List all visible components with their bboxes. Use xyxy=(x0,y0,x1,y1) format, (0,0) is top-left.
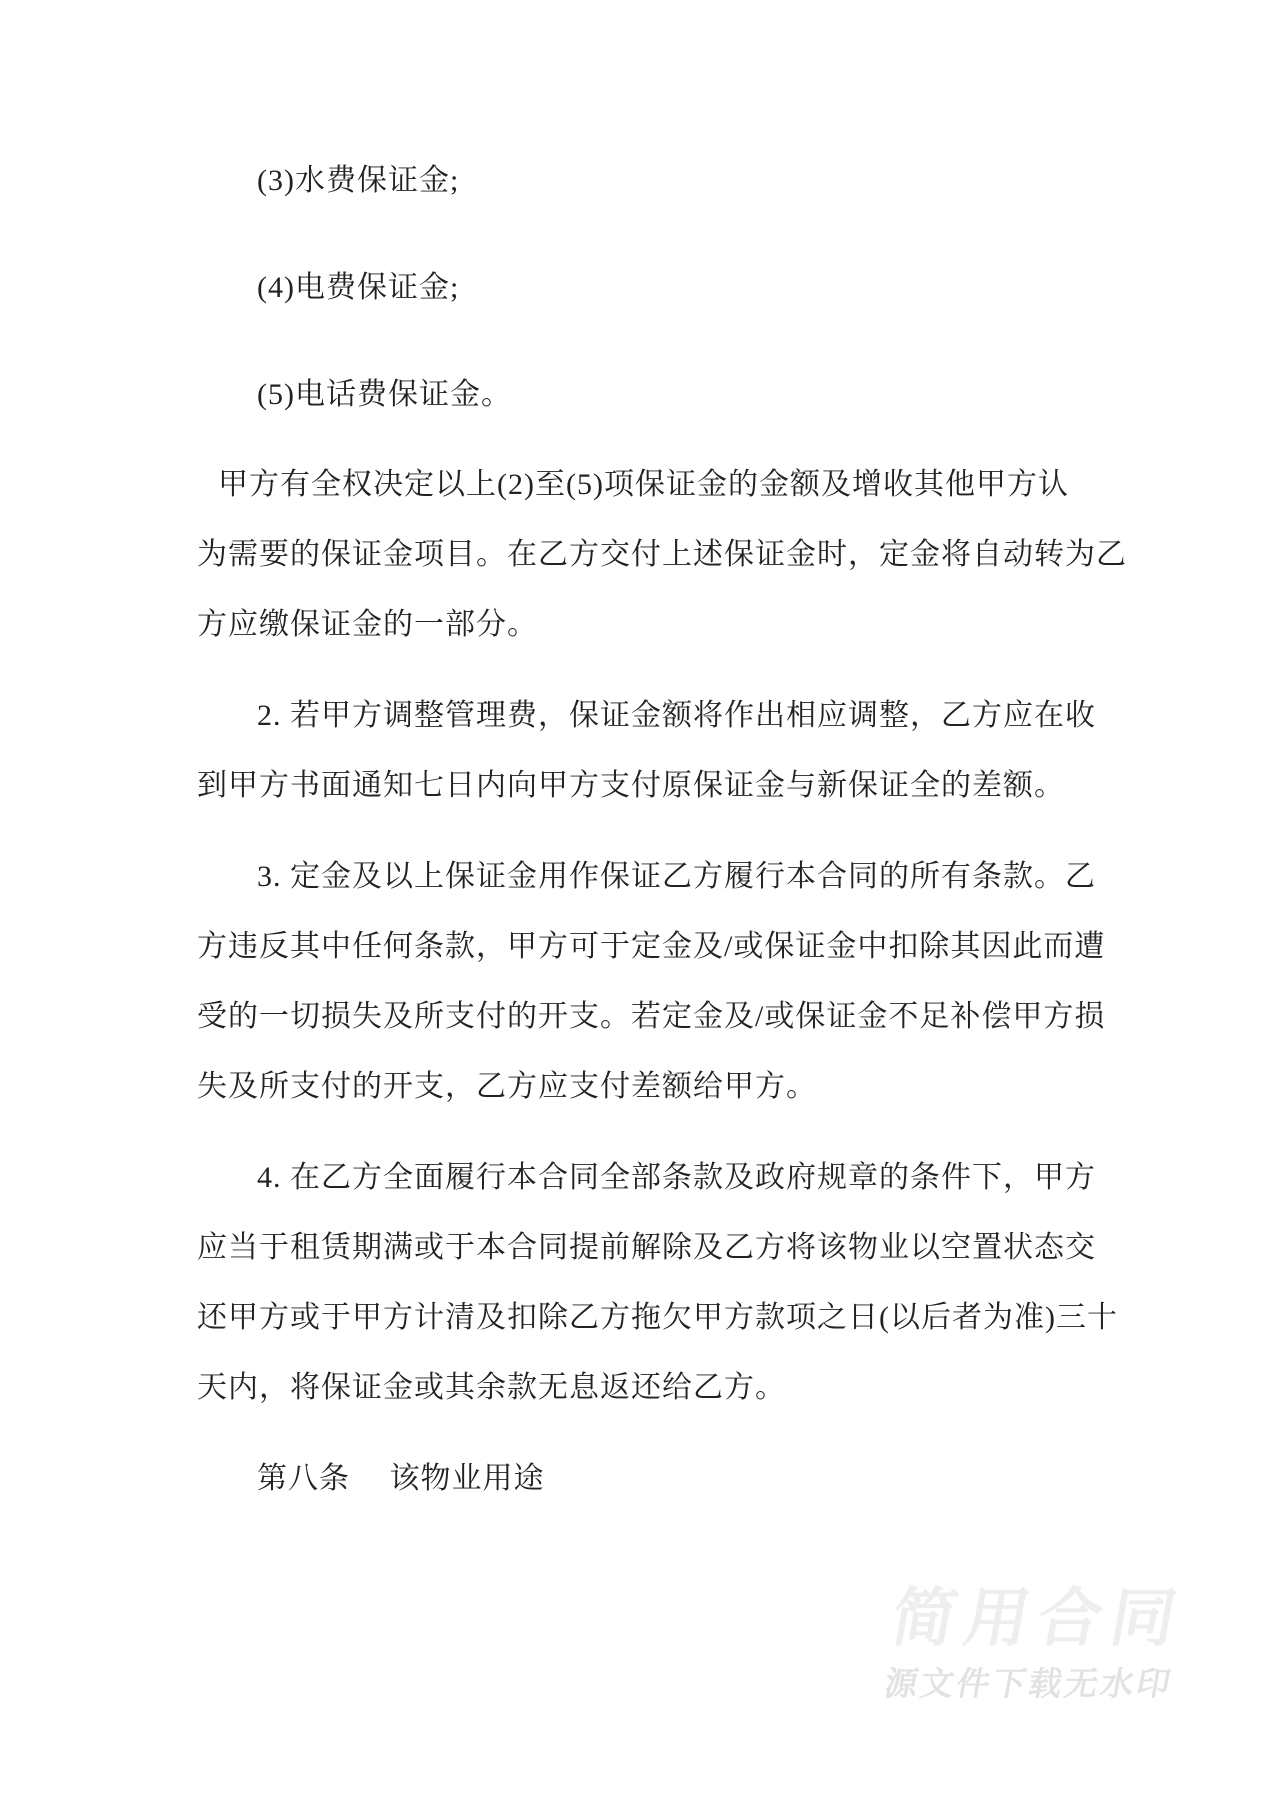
paragraph-deposit-scope xyxy=(197,450,1127,660)
paragraph-line: 失及所支付的开支，乙方应支付差额给甲方。 xyxy=(197,1070,817,1103)
paragraph-line: 方违反其中任何条款，甲方可于定金及/或保证金中扣除其因此而遭 xyxy=(197,930,1106,963)
paragraph-line: 方应缴保证金的一部分。 xyxy=(197,608,538,641)
paragraph-line: 应当于租赁期满或于本合同提前解除及乙方将该物业以空置状态交 xyxy=(197,1231,1096,1264)
paragraph-line: 天内，将保证金或其余款无息返还给乙方。 xyxy=(197,1371,786,1404)
list-item-telephone-deposit: (5)电话费保证金。 xyxy=(257,378,512,411)
paragraph-line: 还甲方或于甲方计清及扣除乙方拖欠甲方款项之日(以后者为准)三十 xyxy=(197,1301,1118,1334)
paragraph-deposit-refund xyxy=(197,1143,1118,1423)
paragraph-deposit-adjustment xyxy=(197,681,1107,821)
list-item-water-deposit: (3)水费保证金; xyxy=(257,164,460,197)
paragraph-line: 甲方有全权决定以上(2)至(5)项保证金的金额及增收其他甲方认 xyxy=(218,468,1069,501)
paragraph-line: 为需要的保证金项目。在乙方交付上述保证金时，定金将自动转为乙 xyxy=(197,538,1127,571)
paragraph-line: 2. 若甲方调整管理费，保证金额将作出相应调整，乙方应在收 xyxy=(257,699,1096,732)
paragraph-line: 受的一切损失及所支付的开支。若定金及/或保证金不足补偿甲方损 xyxy=(197,1000,1106,1033)
contract-body xyxy=(197,146,1127,1514)
watermark-tagline-text: 源文件下载无水印 xyxy=(881,1665,1177,1702)
list-item-electricity-deposit: (4)电费保证金; xyxy=(257,271,460,304)
watermark xyxy=(878,1582,1191,1702)
section-heading-article-8: 第八条 该物业用途 xyxy=(257,1462,545,1495)
paragraph-deposit-guarantee xyxy=(197,842,1107,1122)
watermark-brand-text: 简用合同 xyxy=(886,1582,1191,1654)
paragraph-line: 4. 在乙方全面履行本合同全部条款及政府规章的条件下，甲方 xyxy=(257,1161,1096,1194)
paragraph-line: 3. 定金及以上保证金用作保证乙方履行本合同的所有条款。乙 xyxy=(257,860,1096,893)
paragraph-line: 到甲方书面通知七日内向甲方支付原保证金与新保证全的差额。 xyxy=(197,769,1065,802)
